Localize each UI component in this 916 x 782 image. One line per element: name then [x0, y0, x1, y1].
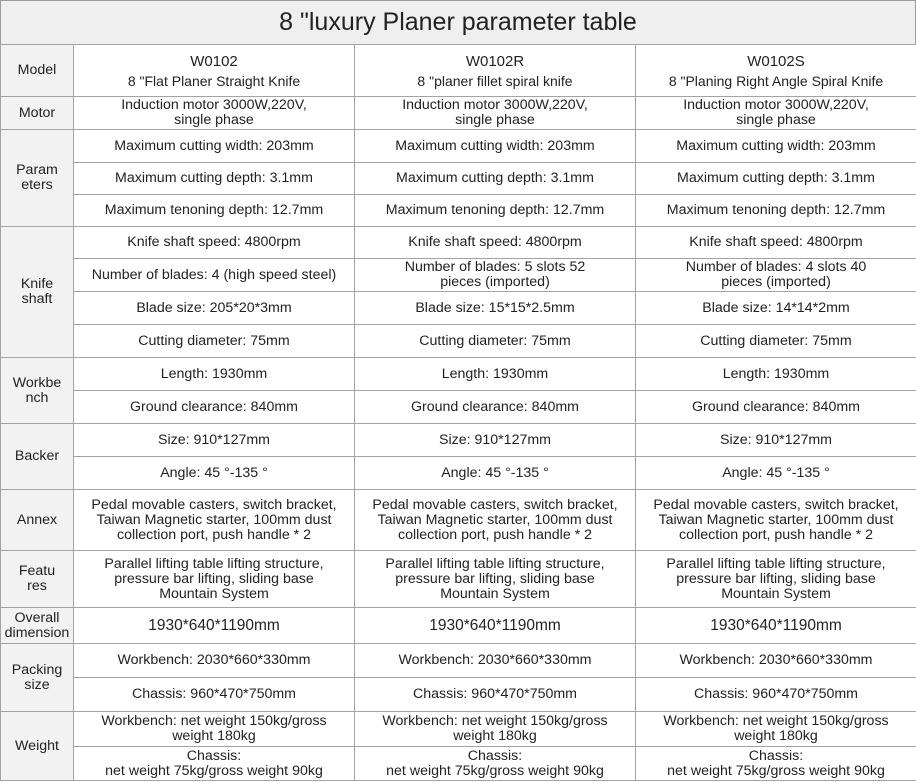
- cell-max-depth: Maximum cutting depth: 3.1mm: [355, 163, 636, 195]
- cell-clearance: Ground clearance: 840mm: [355, 391, 636, 424]
- cell-angle: Angle: 45 °-135 °: [74, 457, 355, 490]
- cell-max-tenon: Maximum tenoning depth: 12.7mm: [74, 195, 355, 227]
- table-row: [1, 608, 916, 644]
- table-row: [1, 644, 916, 678]
- cell-angle: Angle: 45 °-135 °: [355, 457, 636, 490]
- row-label-parameters: Param eters: [1, 130, 74, 227]
- model-cell: [74, 45, 355, 97]
- parameter-table: [0, 44, 916, 781]
- cell-features: Parallel lifting table lifting structure, pressure bar lifting, sliding base Mountain System: [355, 551, 636, 608]
- cell-backer-size: Size: 910*127mm: [74, 424, 355, 457]
- cell-motor: Induction motor 3000W,220V, single phase: [636, 97, 916, 130]
- model-cell: [636, 45, 916, 97]
- cell-overall: 1930*640*1190mm: [636, 608, 916, 644]
- cell-pack-workbench: Workbench: 2030*660*330mm: [636, 644, 916, 678]
- cell-cut-diameter: Cutting diameter: 75mm: [636, 325, 916, 358]
- cell-blades: Number of blades: 4 slots 40 pieces (imported): [636, 259, 916, 292]
- table-row: [1, 292, 916, 325]
- table-row: [1, 97, 916, 130]
- cell-weight-workbench: Workbench: net weight 150kg/gross weight 180kg: [355, 712, 636, 747]
- cell-shaft-speed: Knife shaft speed: 4800rpm: [74, 227, 355, 259]
- cell-length: Length: 1930mm: [74, 358, 355, 391]
- row-label-annex: Annex: [1, 490, 74, 551]
- cell-overall: 1930*640*1190mm: [355, 608, 636, 644]
- cell-pack-workbench: Workbench: 2030*660*330mm: [355, 644, 636, 678]
- cell-overall: 1930*640*1190mm: [74, 608, 355, 644]
- row-label-packing: Packing size: [1, 644, 74, 712]
- table-row: [1, 325, 916, 358]
- table-row: [1, 424, 916, 457]
- cell-max-depth: Maximum cutting depth: 3.1mm: [74, 163, 355, 195]
- cell-cut-diameter: Cutting diameter: 75mm: [74, 325, 355, 358]
- cell-annex: Pedal movable casters, switch bracket, Taiwan Magnetic starter, 100mm dust collection port, push handle * 2: [636, 490, 916, 551]
- table-row: [1, 747, 916, 781]
- cell-weight-chassis: Chassis: net weight 75kg/gross weight 90kg: [74, 747, 355, 781]
- model-name: 8 "Planing Right Angle Spiral Knife: [668, 72, 884, 89]
- table-row: [1, 551, 916, 608]
- table-row: [1, 712, 916, 747]
- cell-max-tenon: Maximum tenoning depth: 12.7mm: [636, 195, 916, 227]
- cell-motor: Induction motor 3000W,220V, single phase: [74, 97, 355, 130]
- model-code: W0102S: [747, 52, 805, 70]
- table-row: [1, 163, 916, 195]
- cell-annex: Pedal movable casters, switch bracket, Taiwan Magnetic starter, 100mm dust collection port, push handle * 2: [355, 490, 636, 551]
- row-label-weight: Weight: [1, 712, 74, 781]
- cell-length: Length: 1930mm: [355, 358, 636, 391]
- cell-clearance: Ground clearance: 840mm: [74, 391, 355, 424]
- cell-pack-chassis: Chassis: 960*470*750mm: [355, 678, 636, 712]
- table-row: [1, 391, 916, 424]
- table-row: [1, 130, 916, 163]
- table-row: [1, 45, 916, 97]
- table-row: [1, 227, 916, 259]
- table-row: [1, 457, 916, 490]
- page-title: 8 "luxury Planer parameter table: [0, 0, 916, 44]
- cell-blade-size: Blade size: 15*15*2.5mm: [355, 292, 636, 325]
- cell-angle: Angle: 45 °-135 °: [636, 457, 916, 490]
- cell-pack-workbench: Workbench: 2030*660*330mm: [74, 644, 355, 678]
- cell-annex: Pedal movable casters, switch bracket, Taiwan Magnetic starter, 100mm dust collection port, push handle * 2: [74, 490, 355, 551]
- cell-blade-size: Blade size: 205*20*3mm: [74, 292, 355, 325]
- cell-shaft-speed: Knife shaft speed: 4800rpm: [355, 227, 636, 259]
- cell-features: Parallel lifting table lifting structure, pressure bar lifting, sliding base Mountain System: [636, 551, 916, 608]
- table-row: [1, 195, 916, 227]
- cell-backer-size: Size: 910*127mm: [355, 424, 636, 457]
- cell-backer-size: Size: 910*127mm: [636, 424, 916, 457]
- row-label-knife-shaft: Knife shaft: [1, 227, 74, 358]
- cell-features: Parallel lifting table lifting structure, pressure bar lifting, sliding base Mountain System: [74, 551, 355, 608]
- row-label-model: Model: [1, 45, 74, 97]
- cell-shaft-speed: Knife shaft speed: 4800rpm: [636, 227, 916, 259]
- cell-length: Length: 1930mm: [636, 358, 916, 391]
- cell-weight-chassis: Chassis: net weight 75kg/gross weight 90kg: [636, 747, 916, 781]
- table-row: [1, 259, 916, 292]
- cell-blades: Number of blades: 5 slots 52 pieces (imported): [355, 259, 636, 292]
- cell-motor: Induction motor 3000W,220V, single phase: [355, 97, 636, 130]
- row-label-features: Featu res: [1, 551, 74, 608]
- row-label-backer: Backer: [1, 424, 74, 490]
- table-row: [1, 358, 916, 391]
- model-name: 8 "planer fillet spiral knife: [417, 72, 573, 89]
- cell-weight-workbench: Workbench: net weight 150kg/gross weight 180kg: [636, 712, 916, 747]
- cell-cut-diameter: Cutting diameter: 75mm: [355, 325, 636, 358]
- cell-blade-size: Blade size: 14*14*2mm: [636, 292, 916, 325]
- model-code: W0102: [190, 52, 238, 70]
- row-label-workbench: Workbe nch: [1, 358, 74, 424]
- cell-blades: Number of blades: 4 (high speed steel): [74, 259, 355, 292]
- row-label-motor: Motor: [1, 97, 74, 130]
- table-row: [1, 678, 916, 712]
- cell-max-depth: Maximum cutting depth: 3.1mm: [636, 163, 916, 195]
- cell-pack-chassis: Chassis: 960*470*750mm: [636, 678, 916, 712]
- cell-weight-chassis: Chassis: net weight 75kg/gross weight 90kg: [355, 747, 636, 781]
- cell-weight-workbench: Workbench: net weight 150kg/gross weight 180kg: [74, 712, 355, 747]
- cell-pack-chassis: Chassis: 960*470*750mm: [74, 678, 355, 712]
- cell-max-width: Maximum cutting width: 203mm: [636, 130, 916, 163]
- cell-max-tenon: Maximum tenoning depth: 12.7mm: [355, 195, 636, 227]
- model-name: 8 "Flat Planer Straight Knife: [127, 72, 301, 89]
- row-label-overall: Overall dimension: [1, 608, 74, 644]
- cell-max-width: Maximum cutting width: 203mm: [74, 130, 355, 163]
- cell-clearance: Ground clearance: 840mm: [636, 391, 916, 424]
- cell-max-width: Maximum cutting width: 203mm: [355, 130, 636, 163]
- model-code: W0102R: [465, 52, 525, 70]
- table-row: [1, 490, 916, 551]
- model-cell: [355, 45, 636, 97]
